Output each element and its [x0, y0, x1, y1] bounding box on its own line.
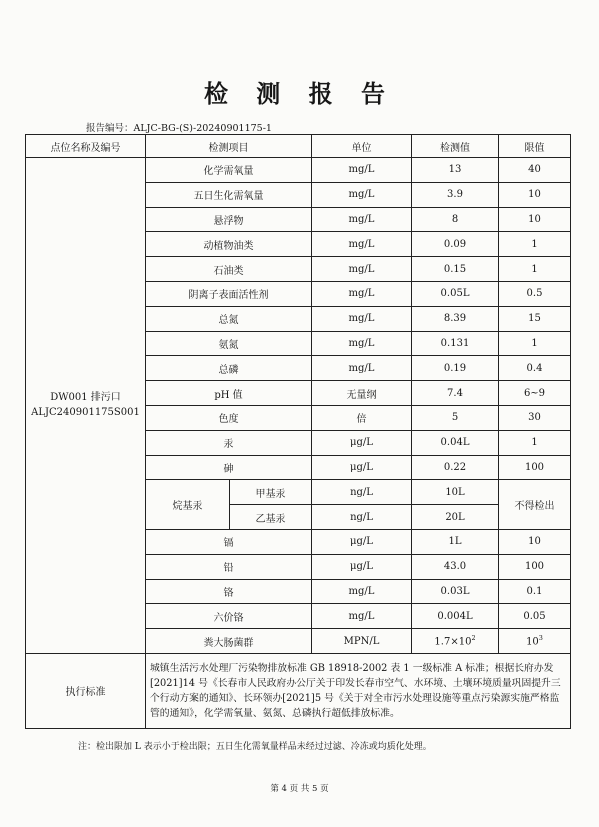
limit-cell: 100: [499, 554, 571, 579]
item-cell: 动植物油类: [146, 232, 312, 257]
limit-cell: 1: [499, 430, 571, 455]
item-cell: 总磷: [146, 356, 312, 381]
unit-cell: mg/L: [312, 306, 412, 331]
unit-cell: mg/L: [312, 207, 412, 232]
value-cell: [412, 629, 499, 654]
unit-cell: 无量纲: [312, 381, 412, 406]
value-cell: 0.19: [412, 356, 499, 381]
value-cell: 0.22: [412, 455, 499, 480]
value-cell: 43.0: [412, 554, 499, 579]
sample-point-cell: [26, 158, 146, 654]
limit-exponent: 3: [538, 634, 543, 643]
unit-cell: μg/L: [312, 529, 412, 554]
unit-cell: MPN/L: [312, 629, 412, 654]
item-cell: 五日生化需氧量: [146, 182, 312, 207]
value-cell: 0.131: [412, 331, 499, 356]
item-cell: 总氮: [146, 306, 312, 331]
unit-cell: mg/L: [312, 331, 412, 356]
item-cell: 阴离子表面活性剂: [146, 281, 312, 306]
unit-cell: μg/L: [312, 430, 412, 455]
limit-cell: 0.4: [499, 356, 571, 381]
value-cell: 0.15: [412, 257, 499, 282]
results-table: [25, 134, 571, 729]
item-cell: 化学需氧量: [146, 158, 312, 183]
value-cell: 3.9: [412, 182, 499, 207]
standard-label: 执行标准: [26, 653, 146, 728]
item-cell: 砷: [146, 455, 312, 480]
unit-cell: mg/L: [312, 356, 412, 381]
value-cell: 0.05L: [412, 281, 499, 306]
unit-cell: mg/L: [312, 257, 412, 282]
unit-cell: ng/L: [312, 480, 412, 505]
sample-name: DW001 排污口: [50, 392, 121, 404]
item-cell: 铅: [146, 554, 312, 579]
value-cell: 7.4: [412, 381, 499, 406]
item-cell: 石油类: [146, 257, 312, 282]
header-item: 检测项目: [146, 135, 312, 158]
unit-cell: mg/L: [312, 604, 412, 629]
unit-cell: mg/L: [312, 232, 412, 257]
value-cell: 0.03L: [412, 579, 499, 604]
item-cell: 粪大肠菌群: [146, 629, 312, 654]
standard-row: [26, 653, 571, 728]
table-row: [26, 158, 571, 183]
header-unit: 单位: [312, 135, 412, 158]
limit-cell: 1: [499, 232, 571, 257]
report-title: 检 测 报 告: [203, 79, 396, 108]
group-cell: 烷基汞: [146, 480, 230, 530]
limit-cell: 1: [499, 257, 571, 282]
value-cell: 8.39: [412, 306, 499, 331]
header-limit: 限值: [499, 135, 571, 158]
page-number: 第 4 页 共 5 页: [270, 784, 329, 794]
unit-cell: μg/L: [312, 455, 412, 480]
value-cell: 8: [412, 207, 499, 232]
unit-cell: ng/L: [312, 505, 412, 530]
value-cell: 5: [412, 405, 499, 430]
item-cell: 氨氮: [146, 331, 312, 356]
footnote: 注：检出限加 L 表示小于检出限；五日生化需氧量样品未经过过滤、冷冻或均质化处理。: [78, 742, 432, 752]
header-value: 检测值: [412, 135, 499, 158]
header-point: 点位名称及编号: [26, 135, 146, 158]
value-cell: 0.04L: [412, 430, 499, 455]
limit-cell: 1: [499, 331, 571, 356]
item-cell: 汞: [146, 430, 312, 455]
item-cell: 甲基汞: [230, 480, 312, 505]
unit-cell: mg/L: [312, 182, 412, 207]
limit-cell: 10: [499, 182, 571, 207]
limit-cell: 30: [499, 405, 571, 430]
header-row: [26, 135, 571, 158]
limit-cell: [499, 629, 571, 654]
item-cell: 色度: [146, 405, 312, 430]
limit-cell: 0.5: [499, 281, 571, 306]
unit-cell: mg/L: [312, 158, 412, 183]
limit-cell: 0.1: [499, 579, 571, 604]
limit-cell: 40: [499, 158, 571, 183]
standard-text: 城镇生活污水处理厂污染物排放标准 GB 18918-2002 表 1 一级标准 A 标准；根据长府办发[2021]14 号《长春市人民政府办公厅关于印发长春市空气、水环境、土壤环境质量巩固提升三个行动方案的通知》、长环领办[2021]5 号《关于对全市污水处理设施等重点污染源实施严格监管的通知》，化学需氧量、氨氮、总磷执行超低排放标准。: [146, 653, 571, 728]
value-exponent: 2: [471, 634, 476, 643]
value-cell: 0.004L: [412, 604, 499, 629]
value-cell: 10L: [412, 480, 499, 505]
unit-cell: mg/L: [312, 281, 412, 306]
limit-cell: 10: [499, 529, 571, 554]
sample-code: ALJC240901175S001: [31, 407, 140, 419]
item-cell: 乙基汞: [230, 505, 312, 530]
unit-cell: 倍: [312, 405, 412, 430]
value-cell: 0.09: [412, 232, 499, 257]
limit-cell: 100: [499, 455, 571, 480]
unit-cell: mg/L: [312, 579, 412, 604]
value-cell: 20L: [412, 505, 499, 530]
item-cell: 铬: [146, 579, 312, 604]
item-cell: 六价铬: [146, 604, 312, 629]
value-cell: 13: [412, 158, 499, 183]
limit-base: 10: [526, 636, 539, 648]
limit-cell: 10: [499, 207, 571, 232]
item-cell: 悬浮物: [146, 207, 312, 232]
item-cell: pH 值: [146, 381, 312, 406]
limit-cell: 15: [499, 306, 571, 331]
value-base: 1.7×10: [434, 636, 472, 648]
value-cell: 1L: [412, 529, 499, 554]
limit-cell: 0.05: [499, 604, 571, 629]
item-cell: 镉: [146, 529, 312, 554]
report-number: 报告编号：ALJC-BG-(S)-20240901175-1: [86, 123, 272, 134]
limit-cell: 不得检出: [499, 480, 571, 530]
unit-cell: μg/L: [312, 554, 412, 579]
limit-cell: 6~9: [499, 381, 571, 406]
